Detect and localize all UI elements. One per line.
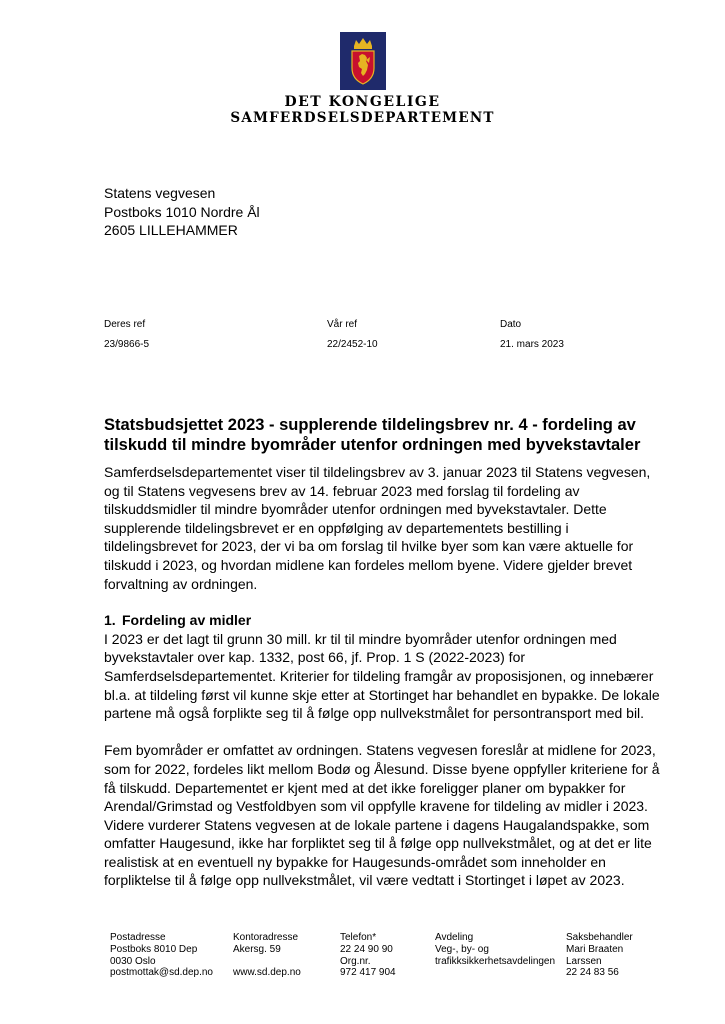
var-ref-value: 22/2452-10 (327, 339, 378, 350)
recipient-address (104, 184, 260, 240)
letter-title: Statsbudsjettet 2023 - supplerende tildelingsbrev nr. 4 - fordeling av tilskudd til mindre byområder utenfor ordningen med byvekstavtaler (104, 416, 641, 454)
org-name-line2: SAMFERDSELSDEPARTEMENT (230, 110, 495, 126)
dato-value: 21. mars 2023 (500, 339, 564, 350)
footer-value: Larssen (566, 955, 602, 967)
deres-ref-value: 23/9866-5 (104, 339, 150, 350)
var-ref (327, 319, 378, 351)
footer-label: Saksbehandler (566, 932, 633, 943)
footer-label: Kontoradresse (233, 932, 299, 943)
deres-ref-label: Deres ref (104, 319, 146, 330)
footer-value: Mari Braaten (566, 943, 624, 955)
section-heading (104, 611, 664, 630)
recipient-line: 2605 LILLEHAMMER (104, 222, 238, 238)
recipient-line: Postboks 1010 Nordre Ål (104, 203, 260, 220)
footer-value: 972 417 904 (340, 967, 396, 979)
footer-avdeling (435, 932, 555, 967)
section-paragraph: Fem byområder er omfattet av ordningen. Statens vegvesen foreslår at midlene for 2023, som for 2022, fordeles likt mellom Bodø og Ålesund. Disse byene oppfyller kriteriene for å få tilskudd. Departementet er kjent med at det ikke foreligger planer om bypakker for Arendal/Grimstad og Vestfoldbyen som vil oppfylle kravene for tildeling av midler i 2023. Videre vurderer Statens vegvesen at de lokale partene i dagens Haugalandspakke, som omfatter Haugesund, ikke har forpliktet seg til å følge opp nullvekstmålet, og at det er lite realistisk at en eventuell ny bypakke for Haugesunds-området som inneholder en forpliktelse til å følge opp nullvekstmålet, vil være vedtatt i Stortinget i løpet av 2023. (104, 742, 660, 889)
var-ref-label: Vår ref (327, 319, 358, 330)
footer-label: Postadresse (110, 932, 166, 943)
dato-label: Dato (500, 319, 522, 330)
footer-website: www.sd.dep.no (233, 967, 301, 979)
recipient-line: Statens vegvesen (104, 185, 216, 201)
letterhead (0, 32, 725, 126)
footer-saksbehandler (566, 932, 633, 979)
footer-value: Postboks 8010 Dep (110, 943, 198, 955)
footer-value: 22 24 83 56 (566, 967, 619, 979)
footer-value: 0030 Oslo (110, 955, 156, 967)
section-title: Fordeling av midler (122, 612, 252, 629)
footer-value: Veg-, by- og (435, 943, 489, 955)
footer-label: Org.nr. (340, 955, 371, 967)
section-number: 1. (104, 612, 116, 629)
footer-label: Telefon* (340, 932, 377, 943)
footer-telefon (340, 932, 396, 979)
footer-value: 22 24 90 90 (340, 943, 393, 955)
footer-value: Akersg. 59 (233, 943, 281, 955)
letter-body (104, 415, 664, 890)
footer-kontoradresse (233, 932, 301, 979)
deres-ref (104, 319, 149, 351)
section-paragraph: I 2023 er det lagt til grunn 30 mill. kr til til mindre byområder utenfor ordningen med byvekstavtaler over kap. 1332, post 66, jf. Prop. 1 S (2022-2023) for Samferdselsdepartementet. Kriterier for tildeling framgår av proposisjonen, og innebærer bl.a. at tildeling først vil kunne skje etter at Stortinget har behandlet en bypakke. De lokale partene må også forplikte seg til å følge opp nullvekstmålet for persontransport med bil. (104, 630, 660, 722)
royal-crest-icon (340, 32, 386, 90)
dato (500, 319, 564, 351)
footer-postadresse (110, 932, 213, 979)
footer-email: postmottak@sd.dep.no (110, 967, 213, 979)
intro-paragraph: Samferdselsdepartementet viser til tildelingsbrev av 3. januar 2023 til Statens vegvesen, og til Statens vegvesens brev av 14. februar 2023 med forslag til fordeling av tilskuddsmidler til mindre byområder utenfor ordningen med byvekstavtaler. Dette supplerende tildelingsbrevet er en oppfølging av departementets bestilling i tildelingsbrevet for 2023, der vi ba om forslag til hvilke byer som kan være aktuelle for tilskudd i 2023, og hvordan midlene kan fordeles mellom byene. Videre gjelder brevet forvaltning av ordningen. (104, 464, 651, 592)
footer-value: trafikksikkerhetsavdelingen (435, 955, 556, 967)
footer-label: Avdeling (435, 932, 474, 943)
org-name-line1: DET KONGELIGE (284, 94, 441, 110)
footer-spacer (233, 956, 301, 968)
